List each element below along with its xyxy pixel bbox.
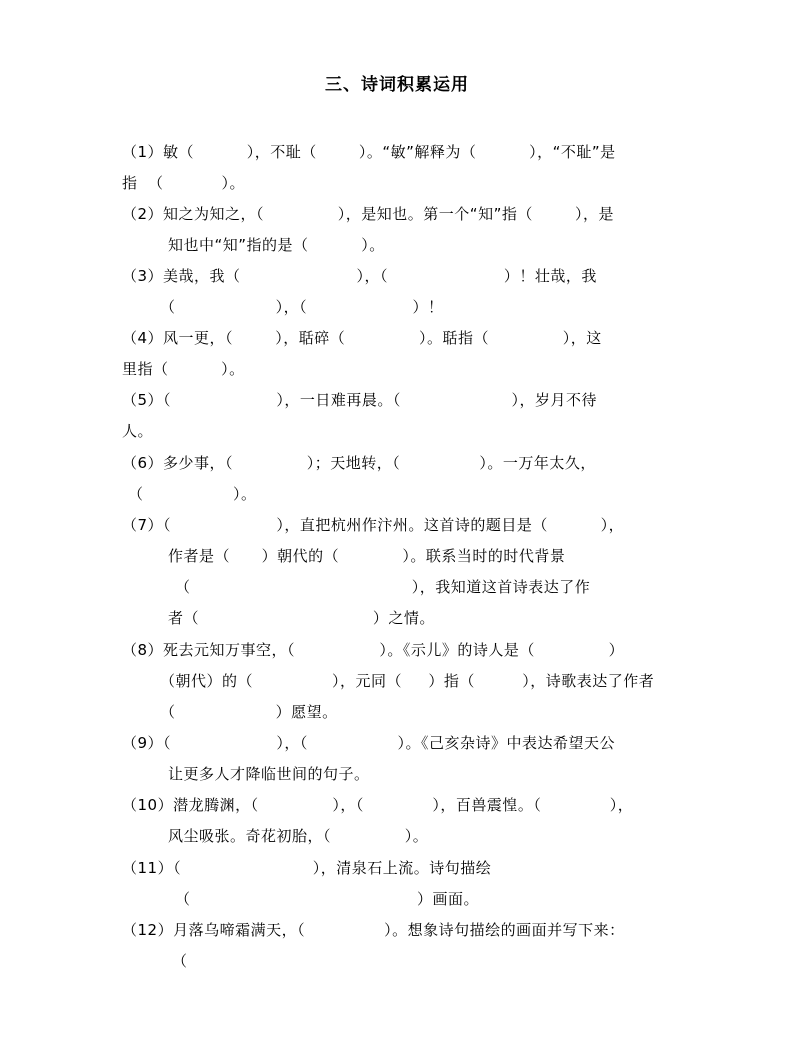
question-1-line-1: （1）敏（ ），不耻（ ）。“敏”解释为（ ），“不耻”是 <box>122 143 616 161</box>
question-5-line-2: 人。 <box>122 422 154 440</box>
question-8-line-3: （ ）愿望。 <box>160 703 338 721</box>
question-3-line-2: （ ），（ ）！ <box>160 298 444 316</box>
question-6-line-2: （ ）。 <box>128 485 257 503</box>
question-4-line-2: 里指（ ）。 <box>122 360 245 378</box>
question-10-line-2: 风尘吸张。奇花初胎，（ ）。 <box>168 827 429 845</box>
question-3-line-1: （3）美哉，我（ ），（ ）！壮哉，我 <box>122 267 597 285</box>
question-7-line-4: 者（ ）之情。 <box>168 609 435 627</box>
question-4-line-1: （4）风一更，（ ），聒碎（ ）。聒指（ ），这 <box>122 329 602 347</box>
question-11-line-2: （ ）画面。 <box>175 890 480 908</box>
page-title: 三、诗词积累运用 <box>325 75 469 95</box>
question-5-line-1: （5）（ ），一日难再晨。（ ），岁月不待 <box>122 391 598 409</box>
question-9-line-2: 让更多人才降临世间的句子。 <box>168 765 370 783</box>
question-7-line-1: （7）（ ），直把杭州作汴州。这首诗的题目是（ ）， <box>122 516 625 534</box>
question-8-line-2: （朝代）的（ ），元同（ ）指（ ），诗歌表达了作者 <box>160 672 655 690</box>
question-9-line-1: （9）（ ），（ ）。《己亥杂诗》中表达希望天公 <box>122 734 615 752</box>
question-6-line-1: （6）多少事，（ ）；天地转，（ ）。一万年太久， <box>122 454 596 472</box>
question-8-line-1: （8）死去元知万事空，（ ）。《示儿》的诗人是（ ） <box>122 641 625 659</box>
question-10-line-1: （10）潜龙腾渊，（ ），（ ），百兽震惶。（ ）， <box>122 796 634 814</box>
question-2-line-2: 知也中“知”指的是（ ）。 <box>168 236 385 254</box>
question-2-line-1: （2）知之为知之，（ ），是知也。第一个“知”指（ ），是 <box>122 205 614 223</box>
question-12-line-2: （ <box>172 952 188 970</box>
question-1-line-2: 指 （ ）。 <box>122 174 245 192</box>
question-7-line-2: 作者是（ ）朝代的（ ）。联系当时的时代背景 <box>168 547 566 565</box>
question-12-line-1: （12）月落乌啼霜满天，（ ）。想象诗句描绘的画面并写下来： <box>122 921 625 939</box>
question-11-line-1: （11）（ ），清泉石上流。诗句描绘 <box>122 859 492 877</box>
question-7-line-3: （ ），我知道这首诗表达了作 <box>175 578 591 596</box>
